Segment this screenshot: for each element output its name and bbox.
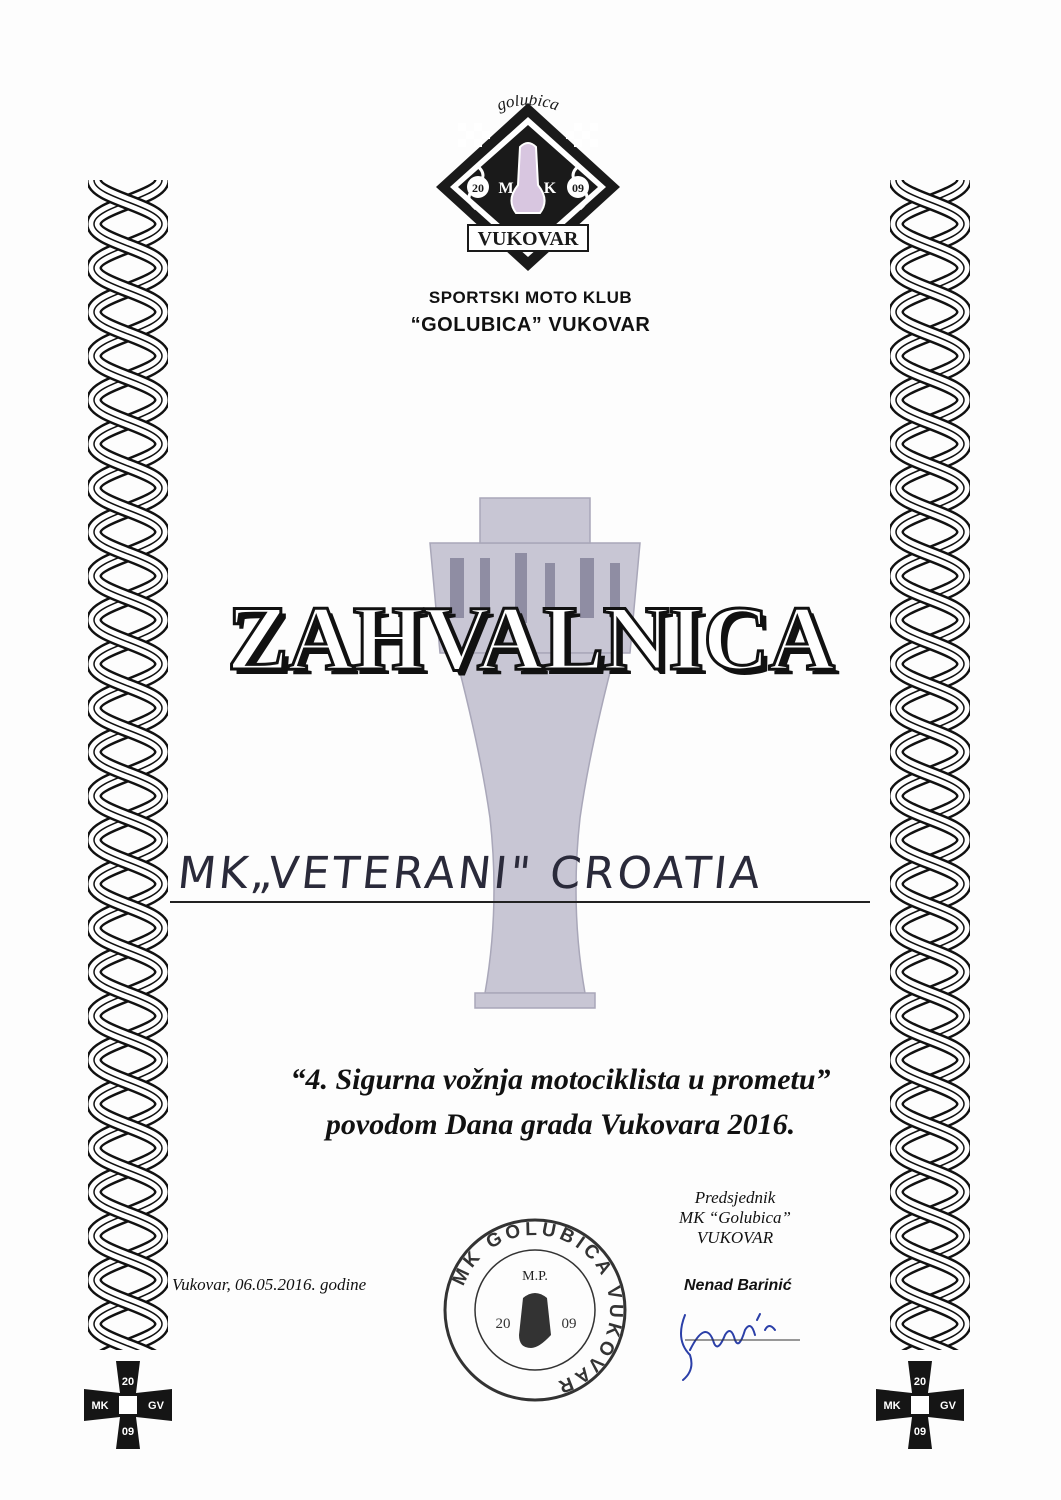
corner-cross-badge-right: [870, 1355, 970, 1455]
braid-pattern: [890, 180, 970, 1350]
stamp-mp: M.P.: [522, 1269, 548, 1284]
logo-arc-text: golubica: [494, 95, 562, 115]
occasion-line1: “4. Sigurna vožnja motociklista u prometu”: [290, 1063, 831, 1096]
logo-banner-text: VUKOVAR: [477, 228, 579, 250]
president-name: Nenad Barinić: [684, 1277, 792, 1294]
document-title: ZAHVALNICA: [227, 587, 834, 689]
left-braid-border: [88, 180, 168, 1350]
corner-cross-badge-left: [78, 1355, 178, 1455]
cross-text-right: GV: [148, 1400, 164, 1412]
stamp-year-right: 09: [561, 1316, 577, 1332]
cross-text-top: 20: [913, 1376, 927, 1388]
president-title: [620, 1188, 850, 1248]
recipient-name: MK„VETERANI" CROATIA: [175, 848, 766, 899]
place-and-date: Vukovar, 06.05.2016. godine: [172, 1275, 367, 1294]
club-name-line1: SPORTSKI MOTO KLUB: [428, 288, 633, 307]
president-signature: [665, 1300, 805, 1385]
logo-year-right: 09: [572, 181, 584, 195]
cross-text-top: 20: [121, 1376, 135, 1388]
club-stamp: [435, 1210, 635, 1410]
occasion-line2: povodom Dana grada Vukovara 2016.: [325, 1108, 796, 1141]
logo-letter-m: M: [498, 180, 514, 197]
stamp-year-left: 20: [495, 1316, 511, 1332]
president-title-line3: VUKOVAR: [696, 1228, 774, 1247]
stamp-ring-text: MK GOLUBICA VUKOVAR: [448, 1218, 627, 1399]
logo-year-left: 20: [472, 181, 484, 195]
cross-text-left: MK: [91, 1400, 109, 1412]
president-title-line2: MK “Golubica”: [679, 1208, 791, 1227]
cross-text-right: GV: [940, 1400, 956, 1412]
president-title-line1: Predsjednik: [694, 1188, 776, 1207]
club-name-line2: “GOLUBICA” VUKOVAR: [410, 314, 651, 336]
cross-text-bottom: 09: [913, 1426, 927, 1438]
logo-letter-k: K: [543, 180, 557, 197]
right-braid-border: [890, 180, 970, 1350]
club-logo: [428, 95, 628, 275]
cross-text-bottom: 09: [121, 1426, 135, 1438]
braid-pattern: [88, 180, 168, 1350]
cross-text-left: MK: [883, 1400, 901, 1412]
water-tower-watermark: [420, 488, 650, 1013]
recipient-underline: [170, 901, 870, 903]
